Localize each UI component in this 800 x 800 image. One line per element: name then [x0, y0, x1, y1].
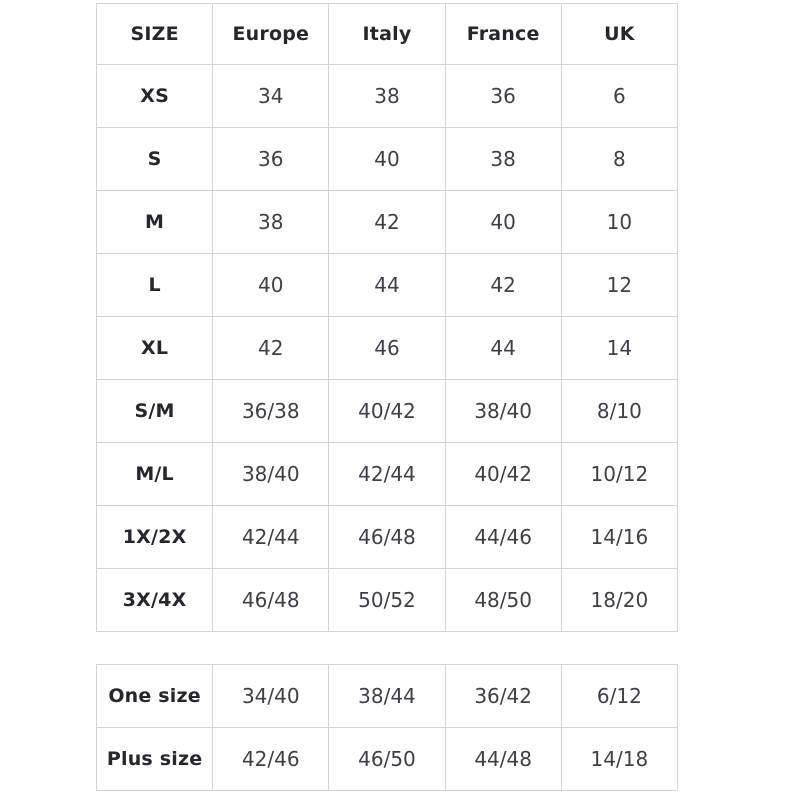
value-cell: 14/16: [561, 506, 677, 569]
column-header-uk: UK: [561, 4, 677, 65]
value-cell: 46/48: [329, 506, 445, 569]
value-cell: 38/40: [213, 443, 329, 506]
value-cell: 38/44: [329, 665, 445, 728]
value-cell: 46/48: [213, 569, 329, 632]
value-cell: 46: [329, 317, 445, 380]
size-label-cell: XS: [97, 65, 213, 128]
value-cell: 34/40: [213, 665, 329, 728]
value-cell: 34: [213, 65, 329, 128]
value-cell: 10/12: [561, 443, 677, 506]
value-cell: 40/42: [329, 380, 445, 443]
value-cell: 44/48: [445, 728, 561, 791]
table-row-l: [97, 254, 678, 317]
value-cell: 14: [561, 317, 677, 380]
value-cell: 8/10: [561, 380, 677, 443]
size-label-cell: M: [97, 191, 213, 254]
table-row-xs: [97, 65, 678, 128]
value-cell: 44/46: [445, 506, 561, 569]
size-chart-container: [96, 3, 678, 791]
table-row-plus-size: [97, 728, 678, 791]
size-label-cell: 3X/4X: [97, 569, 213, 632]
value-cell: 36: [213, 128, 329, 191]
value-cell: 6/12: [561, 665, 677, 728]
value-cell: 50/52: [329, 569, 445, 632]
value-cell: 36: [445, 65, 561, 128]
size-label-cell: L: [97, 254, 213, 317]
value-cell: 48/50: [445, 569, 561, 632]
header-row: [97, 4, 678, 65]
table-row-ml: [97, 443, 678, 506]
size-label-cell: S: [97, 128, 213, 191]
column-header-size: SIZE: [97, 4, 213, 65]
value-cell: 18/20: [561, 569, 677, 632]
value-cell: 42/44: [213, 506, 329, 569]
value-cell: 40: [445, 191, 561, 254]
column-header-europe: Europe: [213, 4, 329, 65]
value-cell: 40/42: [445, 443, 561, 506]
table-row-xl: [97, 317, 678, 380]
value-cell: 42: [329, 191, 445, 254]
value-cell: 36/38: [213, 380, 329, 443]
value-cell: 40: [213, 254, 329, 317]
value-cell: 44: [329, 254, 445, 317]
value-cell: 42: [445, 254, 561, 317]
value-cell: 10: [561, 191, 677, 254]
size-conversion-table: [96, 3, 678, 632]
size-label-cell: XL: [97, 317, 213, 380]
table-row-one-size: [97, 665, 678, 728]
value-cell: 42: [213, 317, 329, 380]
value-cell: 6: [561, 65, 677, 128]
size-label-cell: 1X/2X: [97, 506, 213, 569]
special-sizes-table: [96, 664, 678, 791]
value-cell: 42/44: [329, 443, 445, 506]
table-row-1x2x: [97, 506, 678, 569]
value-cell: 38: [445, 128, 561, 191]
table-row-sm: [97, 380, 678, 443]
size-label-cell: M/L: [97, 443, 213, 506]
value-cell: 38: [213, 191, 329, 254]
value-cell: 8: [561, 128, 677, 191]
size-label-cell: One size: [97, 665, 213, 728]
value-cell: 12: [561, 254, 677, 317]
table-row-3x4x: [97, 569, 678, 632]
value-cell: 38: [329, 65, 445, 128]
value-cell: 40: [329, 128, 445, 191]
size-label-cell: Plus size: [97, 728, 213, 791]
column-header-italy: Italy: [329, 4, 445, 65]
value-cell: 36/42: [445, 665, 561, 728]
value-cell: 42/46: [213, 728, 329, 791]
value-cell: 14/18: [561, 728, 677, 791]
value-cell: 44: [445, 317, 561, 380]
table-row-m: [97, 191, 678, 254]
value-cell: 38/40: [445, 380, 561, 443]
size-label-cell: S/M: [97, 380, 213, 443]
table-row-s: [97, 128, 678, 191]
column-header-france: France: [445, 4, 561, 65]
value-cell: 46/50: [329, 728, 445, 791]
